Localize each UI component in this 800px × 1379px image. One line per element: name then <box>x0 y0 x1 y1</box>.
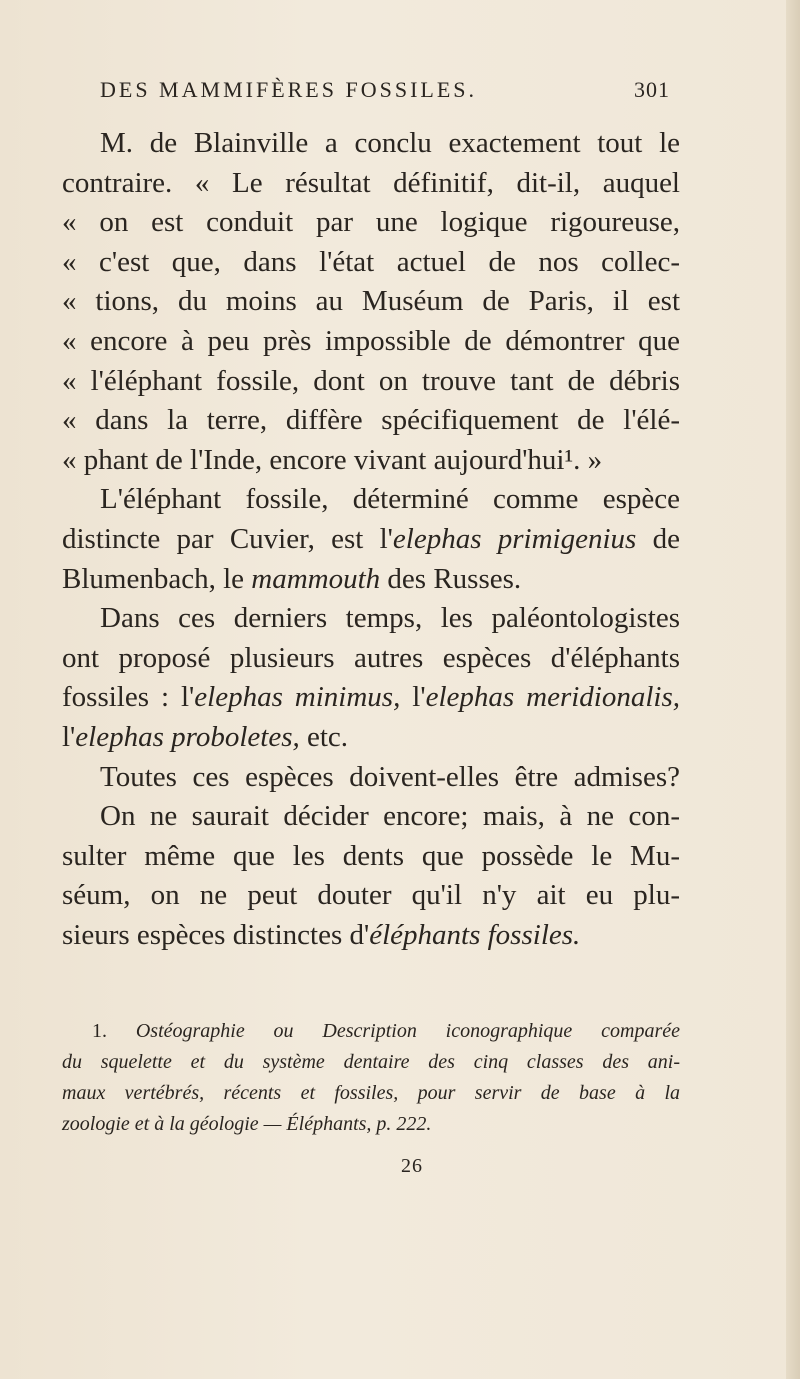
text-line: M. de Blainville a conclu exactement tout le <box>100 127 680 159</box>
text-line: « l'éléphant fossile, dont on trouve tant de débris <box>62 364 680 397</box>
text-line <box>62 560 680 600</box>
page-header <box>100 77 670 107</box>
text-line: « encore à peu près impossible de démontrer que <box>62 324 680 357</box>
italic-term: elephas meridionalis, <box>425 681 681 714</box>
text-line: « dans la terre, diffère spécifiquement de l'élé- <box>62 404 680 437</box>
italic-term: éléphants fossiles. <box>369 918 581 951</box>
footnote-number: 1. <box>92 1020 107 1042</box>
page-number: 301 <box>634 77 670 102</box>
footnote-line <box>62 1016 680 1047</box>
text-run: Blumenbach, le <box>62 562 252 595</box>
footnote-line: du squelette et du système dentaire des cinq classes des ani- <box>62 1051 680 1073</box>
text-line <box>62 678 680 718</box>
text-line: séum, on ne peut douter qu'il n'y ait eu plu- <box>62 879 680 912</box>
footnote-line: maux vertébrés, récents et fossiles, pour servir de base à la <box>62 1082 680 1104</box>
text-line: contraire. « Le résultat définitif, dit-il, auquel <box>62 166 680 199</box>
text-run: l' <box>400 681 426 714</box>
text-run: l' <box>62 720 76 753</box>
text-line <box>62 718 680 758</box>
footnote-line: zoologie et à la géologie — Éléphants, p. 222. <box>62 1113 432 1135</box>
text-run: distincte par Cuvier, est l' <box>62 522 393 555</box>
signature-number: 26 <box>401 1155 423 1177</box>
text-line: sulter même que les dents que possède le Mu- <box>62 839 680 872</box>
footnote <box>62 1016 680 1140</box>
text-line: « c'est que, dans l'état actuel de nos collec- <box>62 245 680 278</box>
text-line <box>62 916 680 956</box>
text-run: etc. <box>299 720 349 753</box>
body-text <box>62 124 680 955</box>
text-line: « tions, du moins au Muséum de Paris, il est <box>62 285 680 318</box>
text-line <box>62 480 680 520</box>
footnote-text: Ostéographie ou Description iconographique comparée <box>135 1020 680 1042</box>
text-run: de <box>636 522 680 555</box>
text-run: sieurs espèces distinctes d' <box>62 918 370 951</box>
text-line: Dans ces derniers temps, les paléontologistes <box>100 602 680 635</box>
text-run: des Russes. <box>380 562 522 595</box>
text-line: ont proposé plusieurs autres espèces d'éléphants <box>62 641 680 674</box>
italic-term: mammouth <box>251 562 381 595</box>
text-line <box>62 520 680 560</box>
text-run: L'éléphant fossile, déterminé comme espèce <box>100 483 680 516</box>
text-line: « phant de l'Inde, encore vivant aujourd'hui¹. » <box>62 443 603 476</box>
italic-term: elephas minimus, <box>194 681 401 714</box>
italic-term: elephas primigenius <box>392 522 637 555</box>
text-line: On ne saurait décider encore; mais, à ne con- <box>100 800 680 833</box>
text-line: « on est conduit par une logique rigoureuse, <box>62 206 680 239</box>
signature-mark <box>0 1155 800 1178</box>
italic-term: elephas proboletes, <box>75 720 300 753</box>
text-line: Toutes ces espèces doivent-elles être admises? <box>100 760 680 793</box>
text-run: fossiles : l' <box>62 681 195 714</box>
running-head: DES MAMMIFÈRES FOSSILES. <box>100 77 478 102</box>
